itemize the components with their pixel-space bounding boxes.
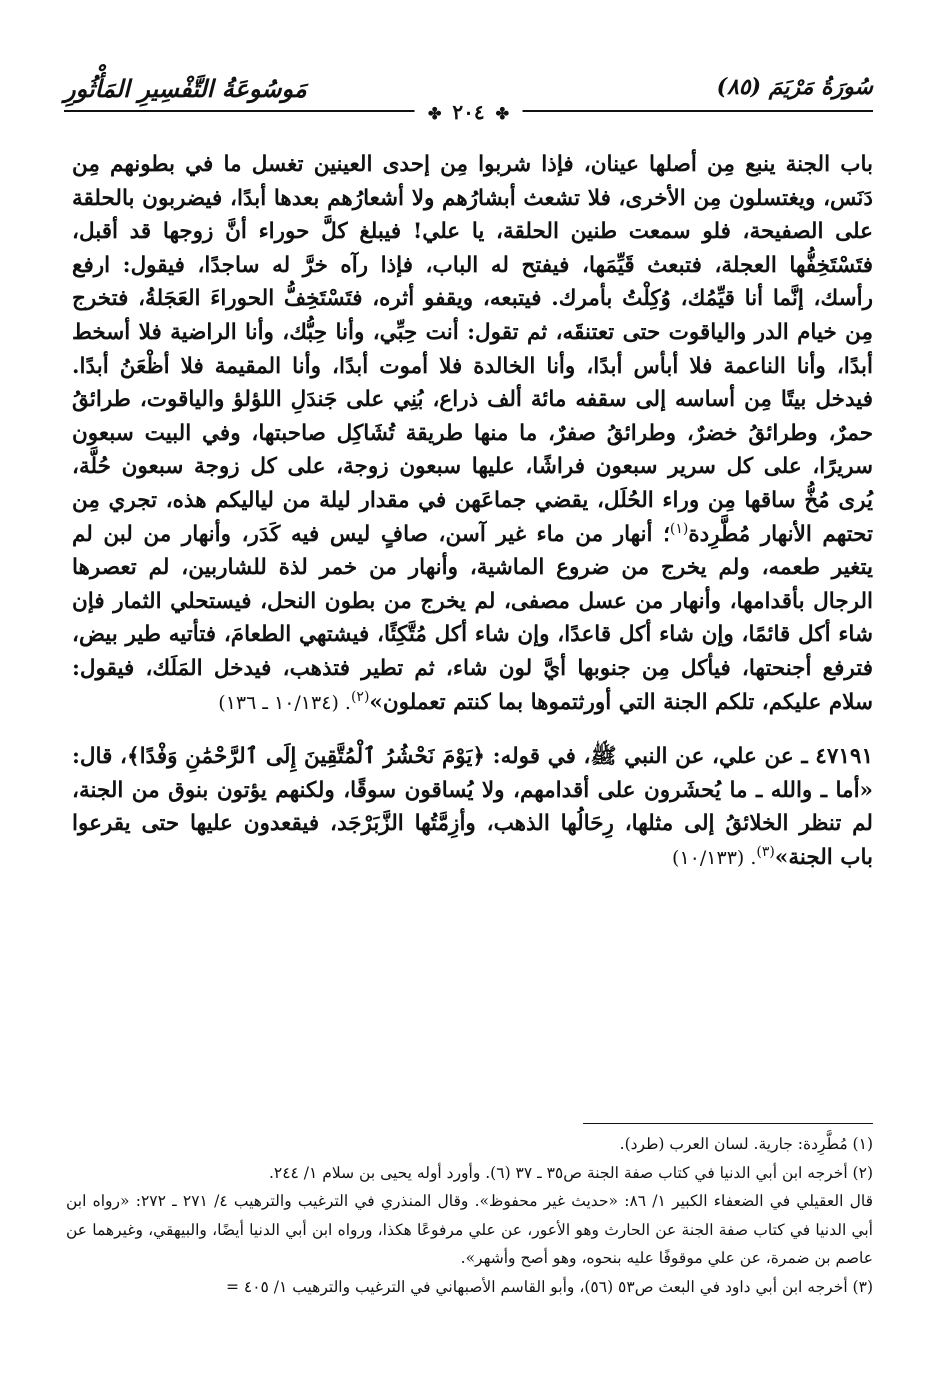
footnote-2b: قال العقيلي في الضعفاء الكبير ١/ ٨٦: «حديث غير محفوظ». وقال المنذري في الترغيب والترهيب ٤/ ٢٧١ ـ ٢٧٢: «رواه ابن أبي الدنيا في كتاب صفة الجنة عن الحارث وهو الأعور، عن علي مرفوعًا هكذا، ورواه ابن أبي الدنيا أيضًا، والبيهقي، وغيرهما عن عاصم بن ضمرة، عن علي موقوفًا عليه بنحوه، وهو أصح وأشهر». [66, 1192, 873, 1267]
book-title: مَوسُوعَةُ التَّفْسِيرِ المَأْثُورِ [64, 74, 307, 103]
footnote-ref-1: (١) [669, 520, 689, 537]
quran-verse: ﴿يَوْمَ نَحْشُرُ ٱلْمُتَّقِينَ إِلَى ٱلرَّحْمَٰنِ وَفْدًا﴾ [126, 744, 485, 770]
page-number: ٢٠٤ [452, 100, 485, 124]
footnote-ref-2: (٢) [350, 688, 370, 705]
hadith-citation: . (١٠/١٣٣) [672, 846, 757, 869]
footnote-1: (١) مُطَّرِدة: جارية. لسان العرب (طرد). [619, 1135, 873, 1153]
hadith-entry [72, 740, 873, 875]
footnotes [66, 1130, 873, 1301]
hadith-text: ، قال: «أما ـ والله ـ ما يُحشَرون على أقدامهم، ولا يُساقون سوقًا، ولكنهم يؤتون بنوق من الجنة، لم تنظر الخلائقُ إلى مثلها، رِحَالُها الذهب، وأزِمَّتُها الزَّبَرْجَد، فيقعدون عليها حتى يقرعوا باب الجنة» [72, 744, 873, 870]
footnote-2a: (٢) أخرجه ابن أبي الدنيا في كتاب صفة الجنة ص٣٥ ـ ٣٧ (٦). وأورد أوله يحيى بن سلام ١/ ٢٤٤. [268, 1163, 873, 1182]
footnote-3: (٣) أخرجه ابن أبي داود في البعث ص٥٣ (٥٦)، وأبو القاسم الأصبهاني في الترغيب والترهيب ١/ ٤٠٥ = [225, 1277, 873, 1296]
paragraph-text-b: ؛ أنهار من ماء غير آسن، صافٍ ليس فيه كَدَر، وأنهار من لبن لم يتغير طعمه، ولم يخرج من ضروع الماشية، وأنهار من خمر لذة للشاربين، لم تعصرها الرجال بأقدامها، وأنهار من عسل مصفى، لم يخرج من بطون النحل، فيستحلي الثمار فإن شاء أكل قائمًا، وإن شاء أكل قاعدًا، وإن شاء أكل مُتَّكِئًا، فيشتهي الطعامَ، فتأتيه طير بيض، فترفع أجنحتها، فيأكل مِن جنوبها أيَّ لون شاء، ثم تطير فتذهب، فيدخل المَلَك، فيقول: سلام عليكم، تلكم الجنة التي أورثتموها بما كنتم تعملون» [72, 521, 873, 715]
ornament-right-icon: ✤ [495, 104, 509, 123]
footnote-ref-3: (٣) [756, 843, 775, 860]
surah-title: سُورَةُ مَرْيَمَ (٨٥) [716, 74, 873, 100]
footnote-divider [583, 1123, 873, 1124]
page-header [64, 70, 873, 124]
main-text [72, 148, 873, 875]
paragraph-continuation [72, 148, 873, 720]
hadith-intro: ـ عن علي، عن النبي ﷺ، في قوله: [485, 744, 816, 770]
ornament-left-icon: ✤ [428, 104, 442, 123]
paragraph-text: باب الجنة ينبع مِن أصلها عينان، فإذا شربوا مِن إحدى العينين تغسل ما في بطونهم مِن دَنَس، ويغتسلون مِن الأخرى، فلا تشعث أبشارُهم ولا أشعارُهم بعدها أبدًا، فيضربون بالحلقة على الصفيحة، فلو سمعت طنين الحلقة، يا علي! فيبلغ كلَّ حوراء أنَّ زوجها قد أقبل، فتَسْتَخِفُّها العجلة، فتبعث قَيِّمَها، فيفتح له الباب، فإذا رآه خرَّ له ساجدًا، فيقول: ارفع رأسك، إنَّما أنا قيِّمُك، وُكِلْتُ بأمرك. فيتبعه، ويقفو أثره، فتَسْتَخِفُّ الحوراءَ العَجَلةُ، فتخرج مِن خيام الدر والياقوت حتى تعتنقَه، ثم تقول: أنت حِبِّي، وأنا حِبُّك، وأنا الراضية فلا أسخط أبدًا، وأنا الناعمة فلا أبأس أبدًا، وأنا الخالدة فلا أموت أبدًا، وأنا المقيمة فلا أظْعَنُ أبدًا. فيدخل بيتًا مِن أساسه إلى سقفه مائة ألف ذراع، بُنِي على جَندَلِ اللؤلؤ والياقوت، طرائقُ حمرٌ، وطرائقُ خضرٌ، وطرائقُ صفرٌ، ما منها طريقة تُشَاكِل صاحبتها، وفي البيت سبعون سريرًا، على كل سرير سبعون فراشًا، عليها سبعون زوجة، على كل زوجة سبعون حُلَّة، يُرى مُخُّ ساقها مِن وراء الحُلَل، يقضي جماعَهن في مقدار ليلة من لياليكم هذه، تجري مِن تحتهم الأنهار مُطَّرِدة [72, 152, 873, 547]
volume-citation: . (١٠/١٣٤ ـ ١٣٦) [218, 691, 351, 714]
page-number-box [414, 100, 523, 124]
hadith-number: ٤٧١٩١ [815, 744, 874, 770]
